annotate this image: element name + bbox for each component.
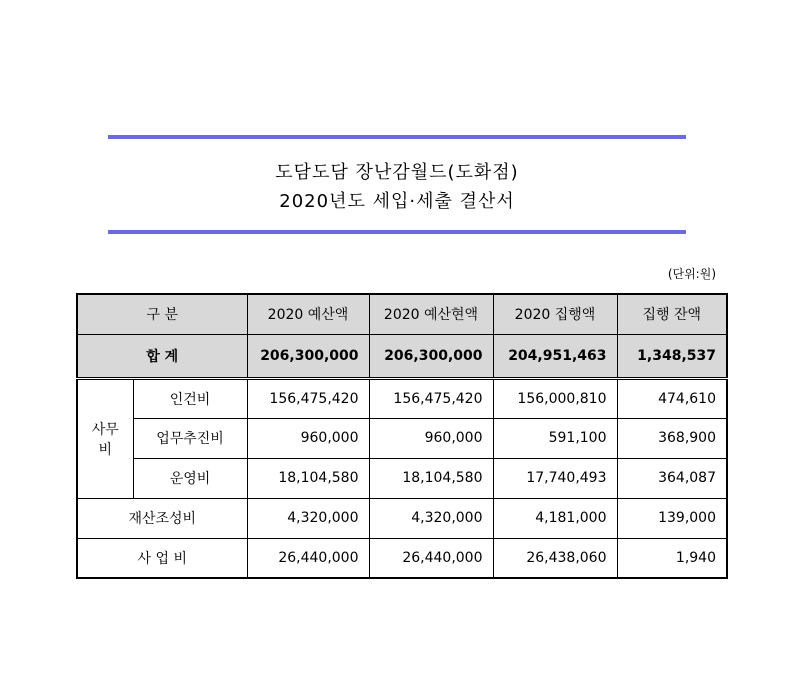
row-budget: 4,320,000 bbox=[247, 498, 369, 538]
table-row bbox=[77, 538, 727, 578]
row-label: 운영비 bbox=[133, 458, 247, 498]
total-row bbox=[77, 334, 727, 378]
total-budget: 206,300,000 bbox=[247, 334, 369, 378]
document-subtitle: 2020년도 세입·세출 결산서 bbox=[279, 191, 515, 212]
row-balance: 474,610 bbox=[617, 378, 727, 418]
total-label: 합 계 bbox=[77, 334, 247, 378]
row-balance: 364,087 bbox=[617, 458, 727, 498]
row-current-budget: 18,104,580 bbox=[369, 458, 493, 498]
table-header-row bbox=[77, 294, 727, 334]
row-balance: 368,900 bbox=[617, 418, 727, 458]
header-executed: 2020 집행액 bbox=[493, 294, 617, 334]
table-row bbox=[77, 458, 727, 498]
total-current-budget: 206,300,000 bbox=[369, 334, 493, 378]
row-current-budget: 26,440,000 bbox=[369, 538, 493, 578]
row-label: 재산조성비 bbox=[77, 498, 247, 538]
table-row bbox=[77, 378, 727, 418]
bottom-divider-line bbox=[108, 230, 686, 234]
table-row bbox=[77, 418, 727, 458]
row-label: 인건비 bbox=[133, 378, 247, 418]
row-executed: 17,740,493 bbox=[493, 458, 617, 498]
row-current-budget: 960,000 bbox=[369, 418, 493, 458]
row-budget: 18,104,580 bbox=[247, 458, 369, 498]
row-budget: 26,440,000 bbox=[247, 538, 369, 578]
row-balance: 1,940 bbox=[617, 538, 727, 578]
header-category: 구 분 bbox=[77, 294, 247, 334]
settlement-table bbox=[76, 293, 728, 579]
row-budget: 960,000 bbox=[247, 418, 369, 458]
row-label: 사 업 비 bbox=[77, 538, 247, 578]
group-label-office: 사무비 bbox=[77, 378, 133, 498]
row-current-budget: 4,320,000 bbox=[369, 498, 493, 538]
header-balance: 집행 잔액 bbox=[617, 294, 727, 334]
top-divider-line bbox=[108, 135, 686, 139]
header-budget: 2020 예산액 bbox=[247, 294, 369, 334]
row-executed: 591,100 bbox=[493, 418, 617, 458]
row-executed: 4,181,000 bbox=[493, 498, 617, 538]
table-row bbox=[77, 498, 727, 538]
row-label: 업무추진비 bbox=[133, 418, 247, 458]
row-executed: 156,000,810 bbox=[493, 378, 617, 418]
row-executed: 26,438,060 bbox=[493, 538, 617, 578]
unit-label: (단위:원) bbox=[667, 267, 716, 281]
row-budget: 156,475,420 bbox=[247, 378, 369, 418]
row-balance: 139,000 bbox=[617, 498, 727, 538]
total-balance: 1,348,537 bbox=[617, 334, 727, 378]
total-executed: 204,951,463 bbox=[493, 334, 617, 378]
document-title: 도담도담 장난감월드(도화점) bbox=[275, 162, 519, 183]
header-current-budget: 2020 예산현액 bbox=[369, 294, 493, 334]
row-current-budget: 156,475,420 bbox=[369, 378, 493, 418]
